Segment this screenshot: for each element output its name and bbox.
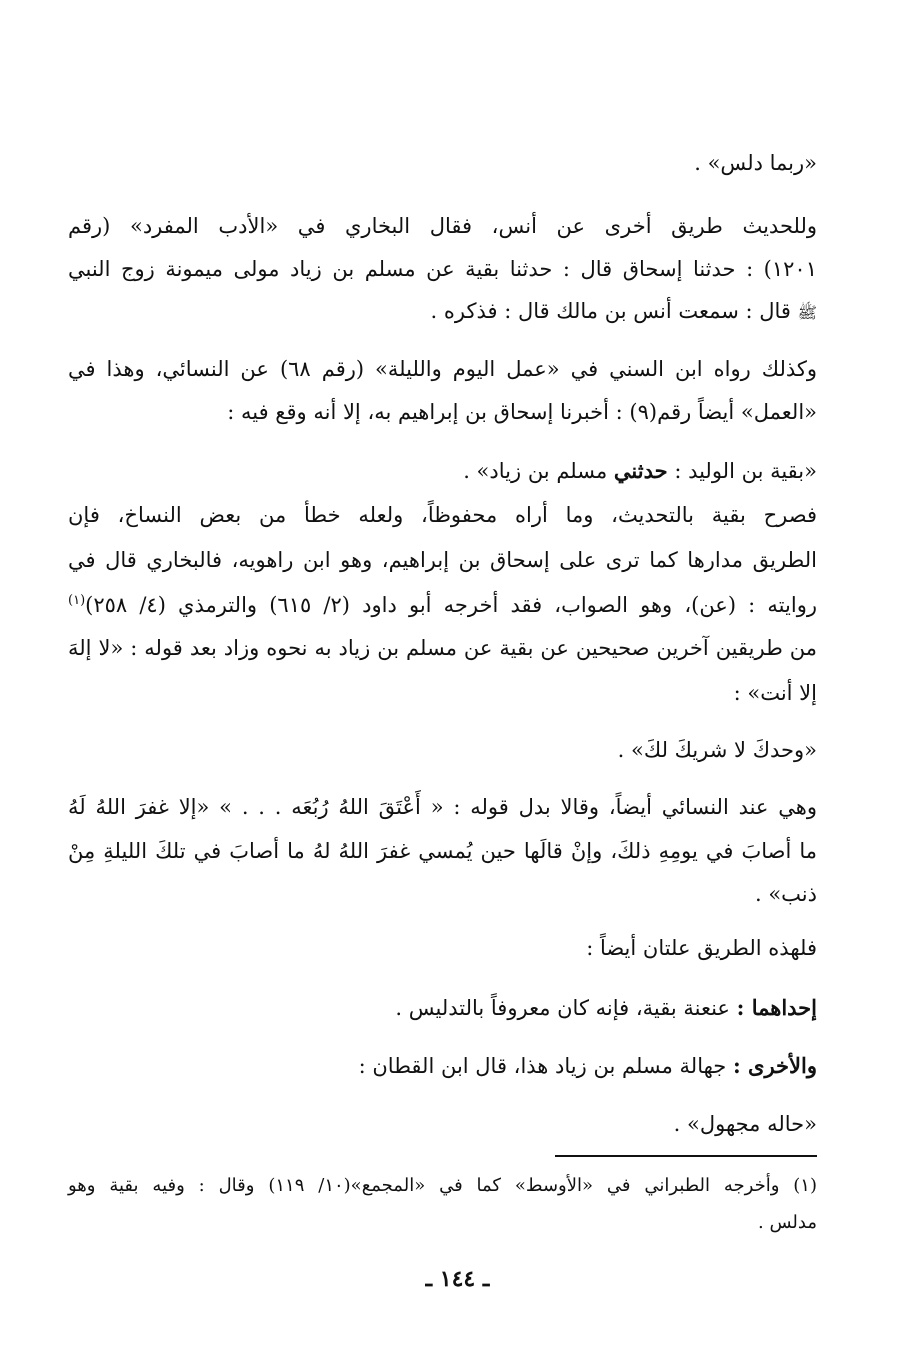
text-line: روايته : (عن)، وهو الصواب، فقد أخرجه أبو داود (٢/ ٦١٥) والترمذي (٤/ ٢٥٨)$^{(١)}$ — [68, 593, 817, 617]
footnote-ref: (١) — [68, 593, 86, 608]
page-number: ـ ١٤٤ ـ — [425, 1266, 490, 1292]
text-line: إحداهما : عنعنة بقية، فإنه كان معروفاً بالتدليس . — [395, 995, 817, 1020]
text-line: «بقية بن الوليد : حدثني مسلم بن زياد» . — [463, 458, 817, 483]
footnote-line: (١) وأخرجه الطبراني في «الأوسط» كما في «المجمع»(١٠/ ١١٩) وقال : وفيه بقية وهو — [68, 1175, 817, 1196]
text-line: وللحديث طريق أخرى عن أنس، فقال البخاري في «الأدب المفرد» (رقم — [68, 214, 817, 238]
text-line: إلا أنت» : — [733, 681, 817, 705]
footnote-separator — [555, 1155, 817, 1157]
text-line: ما أصابَ في يومِهِ ذلكَ، وإنْ قالَها حين يُمسي غفرَ اللهُ لهُ ما أصابَ في تلكَ الليلةِ مِنْ — [68, 839, 817, 863]
text-line: وهي عند النسائي أيضاً، وقالا بدل قوله : « أَعْتَقَ اللهُ رُبُعَه . . . » «إلا غفرَ اللهُ لَهُ — [68, 795, 817, 819]
text-line: «ربما دلس» . — [694, 151, 817, 175]
text-line: والأخرى : جهالة مسلم بن زياد هذا، قال ابن القطان : — [358, 1053, 817, 1078]
text-line: ١٢٠١) : حدثنا إسحاق قال : حدثنا بقية عن مسلم بن زياد مولى ميمونة زوج النبي — [68, 257, 817, 281]
text-line: فلهذه الطريق علتان أيضاً : — [586, 936, 817, 960]
text-line: «وحدكَ لا شريكَ لكَ» . — [617, 738, 817, 762]
text-line: «حاله مجهول» . — [673, 1112, 817, 1136]
text-line: وكذلك رواه ابن السني في «عمل اليوم والليلة» (رقم ٦٨) عن النسائي، وهذا في — [68, 357, 818, 381]
text-line: الطريق مدارها كما ترى على إسحاق بن إبراهيم، وهو ابن راهويه، فالبخاري قال في — [68, 548, 817, 572]
salla-honorific: ﷺ — [797, 303, 817, 322]
text-line: «العمل» أيضاً رقم(٩) : أخبرنا إسحاق بن إبراهيم به، إلا أنه وقع فيه : — [227, 400, 817, 424]
text-line: من طريقين آخرين صحيحين عن بقية عن مسلم بن زياد به نحوه وزاد بعد قوله : «لا إلهَ — [68, 636, 817, 660]
footnote-line: مدلس . — [758, 1212, 817, 1233]
text-line: ﷺ قال : سمعت أنس بن مالك قال : فذكره . — [430, 299, 817, 323]
text-line: ذنب» . — [754, 882, 817, 906]
text-line: فصرح بقية بالتحديث، وما أراه محفوظاً، ولعله خطأ من بعض النساخ، فإن — [68, 503, 817, 527]
